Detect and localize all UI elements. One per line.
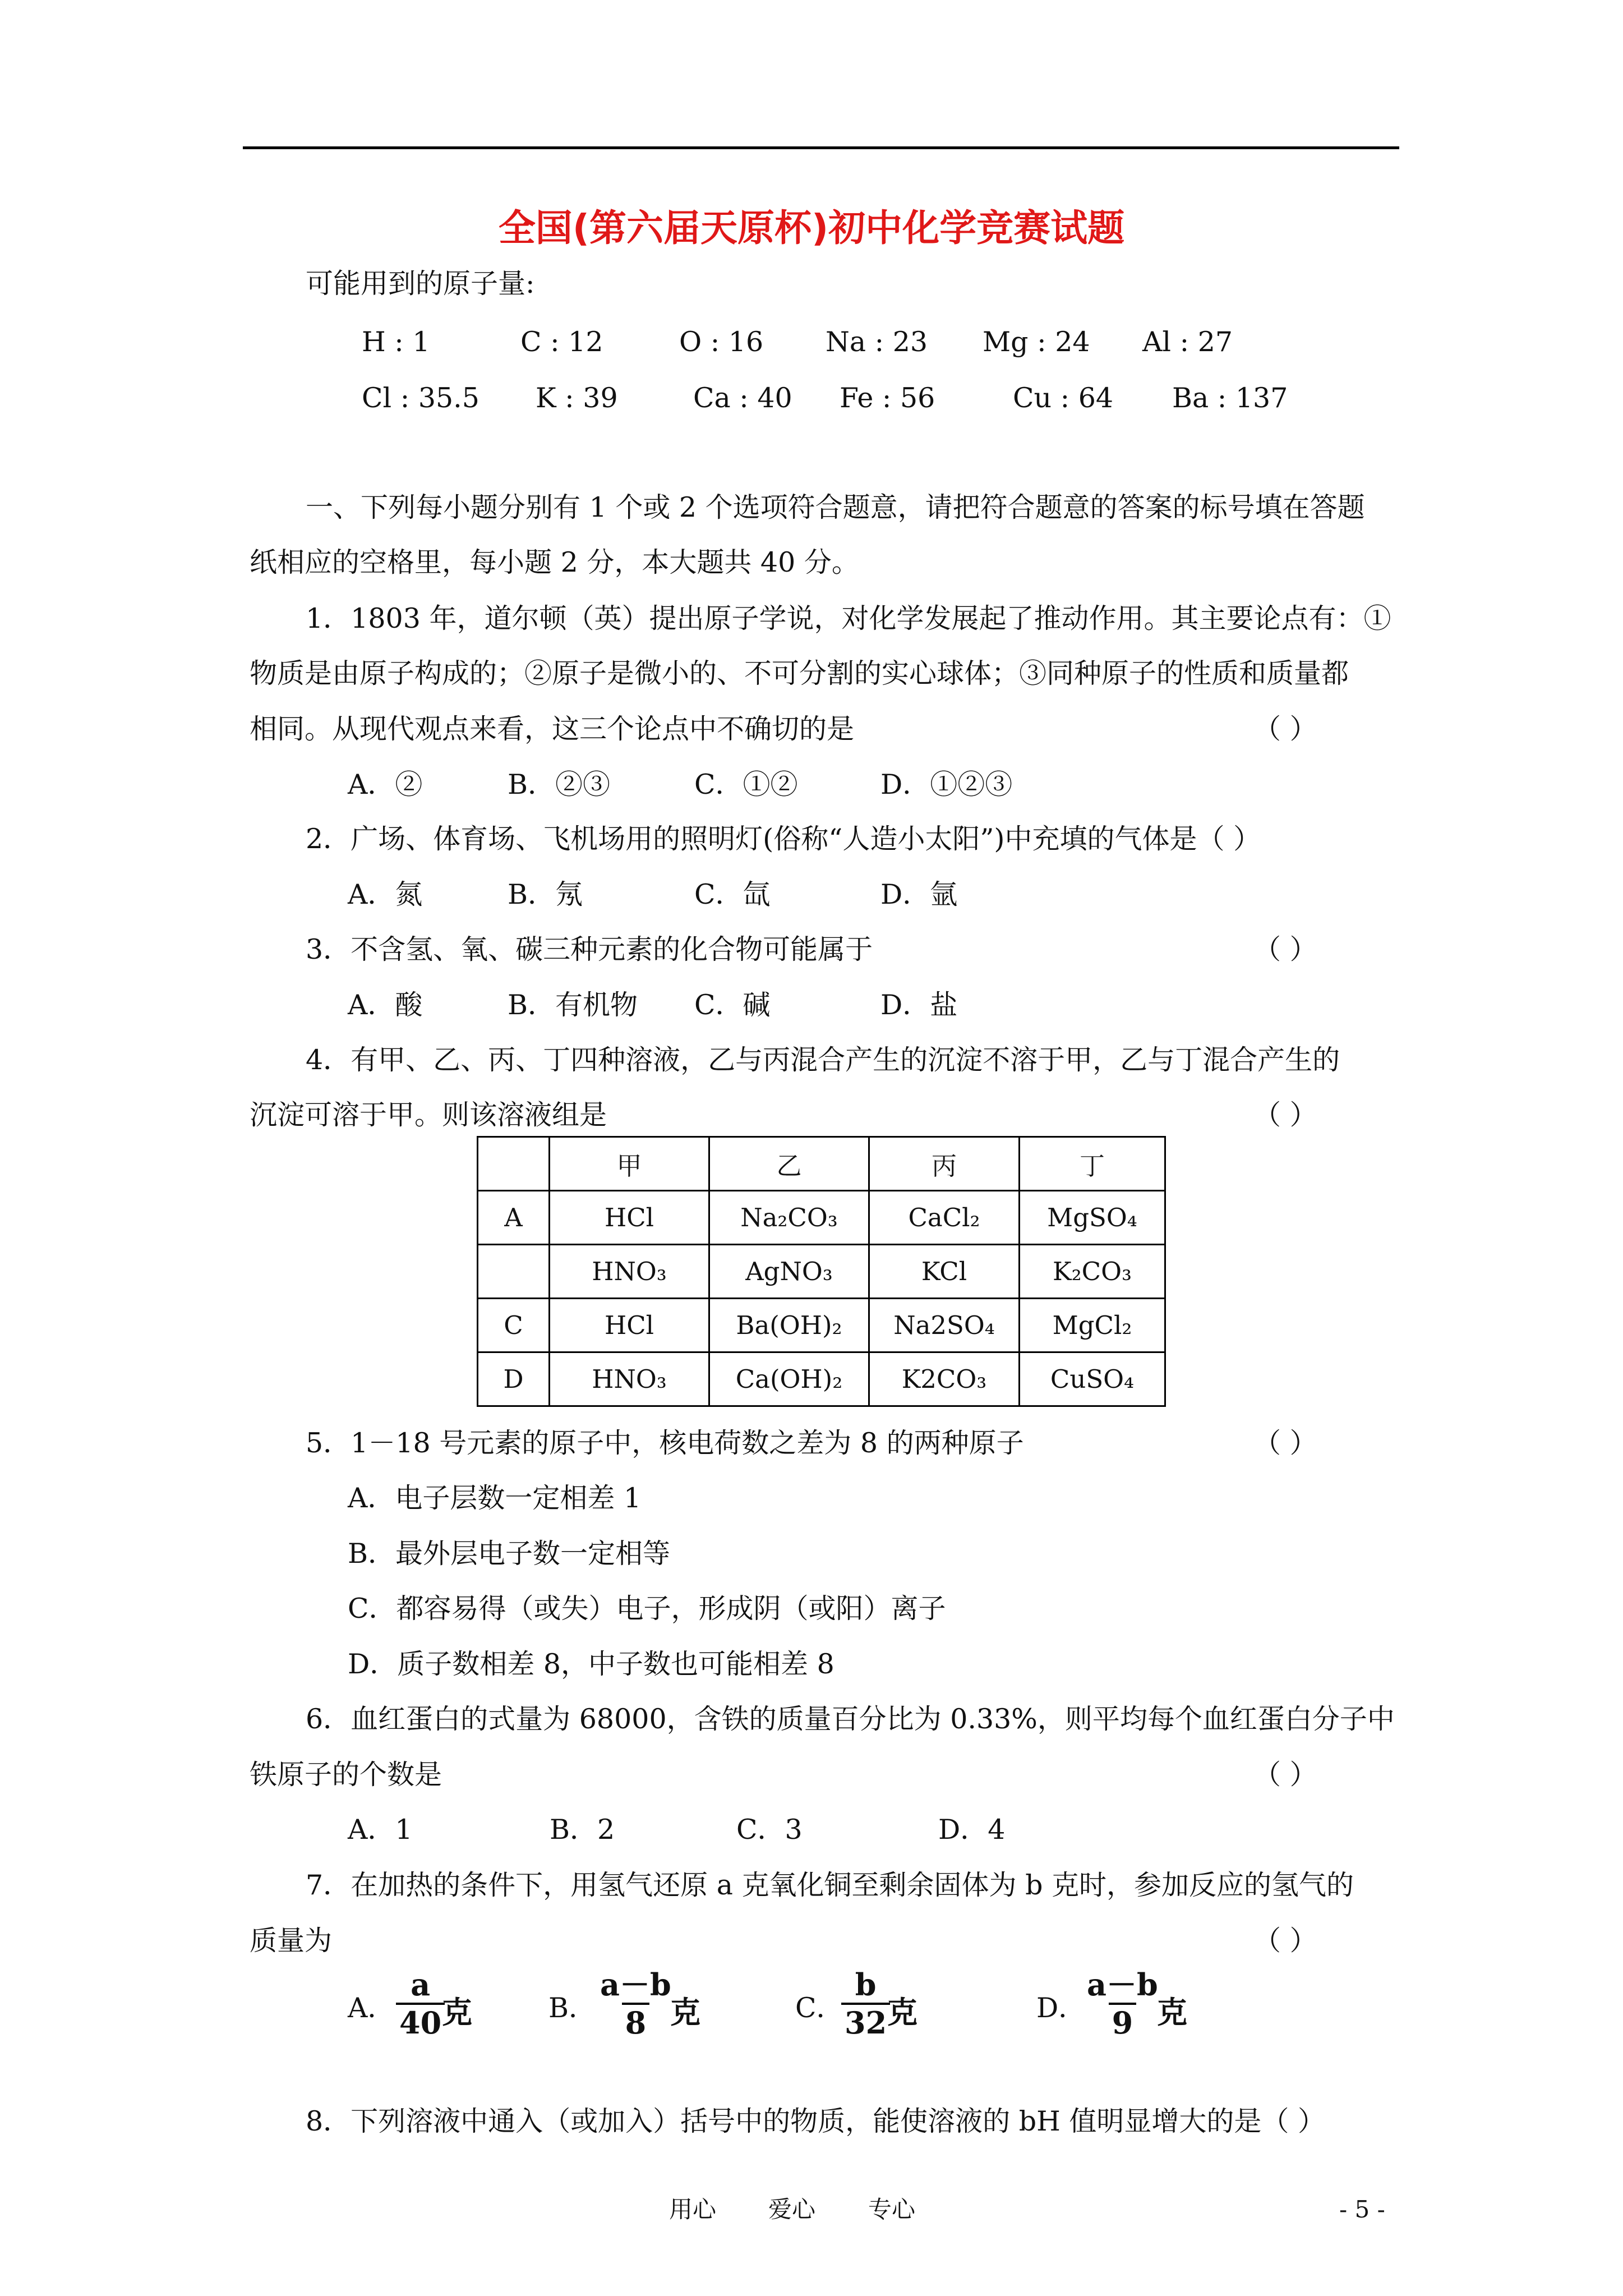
table-row (478, 1352, 1165, 1406)
table-cell: HCl (550, 1191, 709, 1245)
table-row (478, 1191, 1165, 1245)
q4-line1: 4．有甲、乙、丙、丁四种溶液，乙与丙混合产生的沉淀不溶于甲，乙与丁混合产生的 (306, 1044, 1340, 1076)
fraction-denominator: 40 (396, 2003, 445, 2039)
q1-line2: 物质是由原子构成的；②原子是微小的、不可分割的实心球体；③同种原子的性质和质量都 (250, 657, 1349, 689)
q2-option-b: B．氖 (508, 878, 583, 910)
q2-option-c: C．氙 (694, 878, 771, 910)
header-rule (243, 146, 1399, 149)
table-header-row (478, 1137, 1165, 1191)
table-row-label: C (478, 1299, 550, 1352)
q5-option-d: D．质子数相差 8，中子数也可能相差 8 (348, 1648, 834, 1680)
q3-option-b: B．有机物 (508, 989, 638, 1021)
q6-answer-blank: （ ） (1253, 1759, 1317, 1791)
q4-answer-blank: （ ） (1253, 1099, 1317, 1131)
table-cell: Ba(OH)₂ (709, 1299, 869, 1352)
page-number: - 5 - (1339, 2196, 1385, 2223)
atomic-mass-label: 可能用到的原子量: (306, 268, 535, 300)
q3-text: 3．不含氢、氧、碳三种元素的化合物可能属于 (306, 933, 873, 965)
q2-text: 2．广场、体育场、飞机场用的照明灯(俗称“人造小太阳”)中充填的气体是（ ） (306, 823, 1261, 855)
atomic-mass-mg: Mg : 24 (983, 326, 1090, 358)
q2-option-a: A．氮 (348, 878, 423, 910)
footer-motto-2: 爱心 (768, 2196, 816, 2223)
q3-option-d: D．盐 (880, 989, 958, 1021)
q7-option-c-fraction (841, 1969, 890, 2039)
q1-option-b: B．②③ (508, 769, 611, 800)
q1-line1: 1．1803 年，道尔顿（英）提出原子学说，对化学发展起了推动作用。其主要论点有：① (306, 602, 1391, 634)
atomic-mass-k: K : 39 (536, 382, 618, 414)
atomic-mass-fe: Fe : 56 (840, 382, 935, 414)
q5-option-a: A．电子层数一定相差 1 (348, 1482, 642, 1514)
fraction-denominator: 8 (622, 2003, 650, 2039)
q7-option-d-label: D． (1036, 1992, 1086, 2024)
q6-option-d: D．4 (938, 1814, 1006, 1846)
atomic-mass-cu: Cu : 64 (1013, 382, 1114, 414)
q3-answer-blank: （ ） (1253, 933, 1317, 965)
q6-line2: 铁原子的个数是 (250, 1759, 442, 1791)
section1-line1: 一、下列每小题分别有 1 个或 2 个选项符合题意，请把符合题意的答案的标号填在答题 (306, 491, 1365, 523)
table-cell: K2CO₃ (869, 1352, 1020, 1406)
table-cell: CuSO₄ (1020, 1352, 1165, 1406)
fraction-numerator: a－b (1087, 1967, 1158, 2003)
q7-answer-blank: （ ） (1253, 1925, 1317, 1957)
atomic-mass-h: H : 1 (362, 326, 430, 358)
table-cell: Na2SO₄ (869, 1299, 1020, 1352)
atomic-mass-o: O : 16 (679, 326, 764, 358)
table-cell: HNO₃ (550, 1352, 709, 1406)
atomic-mass-ba: Ba : 137 (1172, 382, 1288, 414)
q5-text: 5．1－18 号元素的原子中，核电荷数之差为 8 的两种原子 (306, 1427, 1024, 1459)
q1-option-c: C．①② (694, 769, 798, 800)
table-row (478, 1299, 1165, 1352)
table-header-cell: 甲 (550, 1137, 709, 1191)
q8-text: 8．下列溶液中通入（或加入）括号中的物质，能使溶液的 bH 值明显增大的是（ ） (306, 2105, 1326, 2137)
q6-option-b: B．2 (550, 1814, 615, 1846)
q1-option-d: D．①②③ (880, 769, 1013, 800)
q7-option-c-unit: 克 (887, 1995, 917, 2030)
q1-option-a: A．② (348, 769, 423, 800)
table-cell: CaCl₂ (869, 1191, 1020, 1245)
fraction-denominator: 9 (1109, 2003, 1137, 2039)
q6-option-c: C．3 (736, 1814, 803, 1846)
q7-option-b-unit: 克 (670, 1995, 700, 2030)
atomic-mass-c: C : 12 (520, 326, 603, 358)
q7-option-b-fraction (597, 1969, 675, 2039)
q3-option-c: C．碱 (694, 989, 771, 1021)
table-cell: KCl (869, 1245, 1020, 1299)
table-header-cell: 丙 (869, 1137, 1020, 1191)
atomic-mass-cl: Cl : 35.5 (362, 382, 479, 414)
table-cell: AgNO₃ (709, 1245, 869, 1299)
table-cell: Ca(OH)₂ (709, 1352, 869, 1406)
table-row-label: A (478, 1191, 550, 1245)
q6-line1: 6．血红蛋白的式量为 68000，含铁的质量百分比为 0.33%，则平均每个血红蛋白分子中 (306, 1703, 1395, 1735)
q1-line3: 相同。从现代观点来看，这三个论点中不确切的是 (250, 713, 855, 745)
fraction-numerator: a (411, 1967, 431, 2003)
q5-answer-blank: （ ） (1253, 1427, 1317, 1459)
table-header-cell: 丁 (1020, 1137, 1165, 1191)
footer-motto-1: 用心 (669, 2196, 717, 2223)
atomic-mass-al: Al : 27 (1142, 326, 1233, 358)
q2-option-d: D．氩 (880, 878, 958, 910)
page-title: 全国(第六届天原杯)初中化学竞赛试题 (498, 206, 1125, 250)
q7-option-c-label: C． (795, 1992, 844, 2024)
table-row-label (478, 1245, 550, 1299)
table-cell: MgCl₂ (1020, 1299, 1165, 1352)
table-row (478, 1245, 1165, 1299)
fraction-numerator: a－b (600, 1967, 671, 2003)
q7-option-d-fraction (1083, 1969, 1161, 2039)
q7-option-a-label: A． (348, 1992, 395, 2024)
q7-option-b-label: B． (548, 1992, 597, 2024)
table-cell: MgSO₄ (1020, 1191, 1165, 1245)
table-cell: HNO₃ (550, 1245, 709, 1299)
q4-line2: 沉淀可溶于甲。则该溶液组是 (250, 1099, 607, 1131)
table-header-cell: 乙 (709, 1137, 869, 1191)
q3-option-a: A．酸 (348, 989, 423, 1021)
q7-option-d-unit: 克 (1157, 1995, 1187, 2030)
table-cell: HCl (550, 1299, 709, 1352)
q7-option-a-unit: 克 (442, 1995, 472, 2030)
table-header-cell (478, 1137, 550, 1191)
fraction-numerator: b (855, 1967, 877, 2003)
q4-solution-table (477, 1136, 1166, 1407)
q6-option-a: A．1 (348, 1814, 413, 1846)
table-row-label: D (478, 1352, 550, 1406)
section1-line2: 纸相应的空格里，每小题 2 分，本大题共 40 分。 (250, 546, 859, 578)
q7-option-a-fraction (396, 1969, 445, 2039)
atomic-mass-ca: Ca : 40 (693, 382, 792, 414)
table-cell: Na₂CO₃ (709, 1191, 869, 1245)
fraction-denominator: 32 (841, 2003, 890, 2039)
footer-motto-3: 专心 (868, 2196, 916, 2223)
q7-line1: 7．在加热的条件下，用氢气还原 a 克氧化铜至剩余固体为 b 克时，参加反应的氢气的 (306, 1869, 1354, 1901)
q1-answer-blank: （ ） (1253, 713, 1317, 745)
q5-option-b: B．最外层电子数一定相等 (348, 1538, 671, 1570)
atomic-mass-na: Na : 23 (826, 326, 928, 358)
q5-option-c: C．都容易得（或失）电子，形成阴（或阳）离子 (348, 1593, 946, 1625)
table-cell: K₂CO₃ (1020, 1245, 1165, 1299)
q7-line2: 质量为 (250, 1925, 333, 1957)
